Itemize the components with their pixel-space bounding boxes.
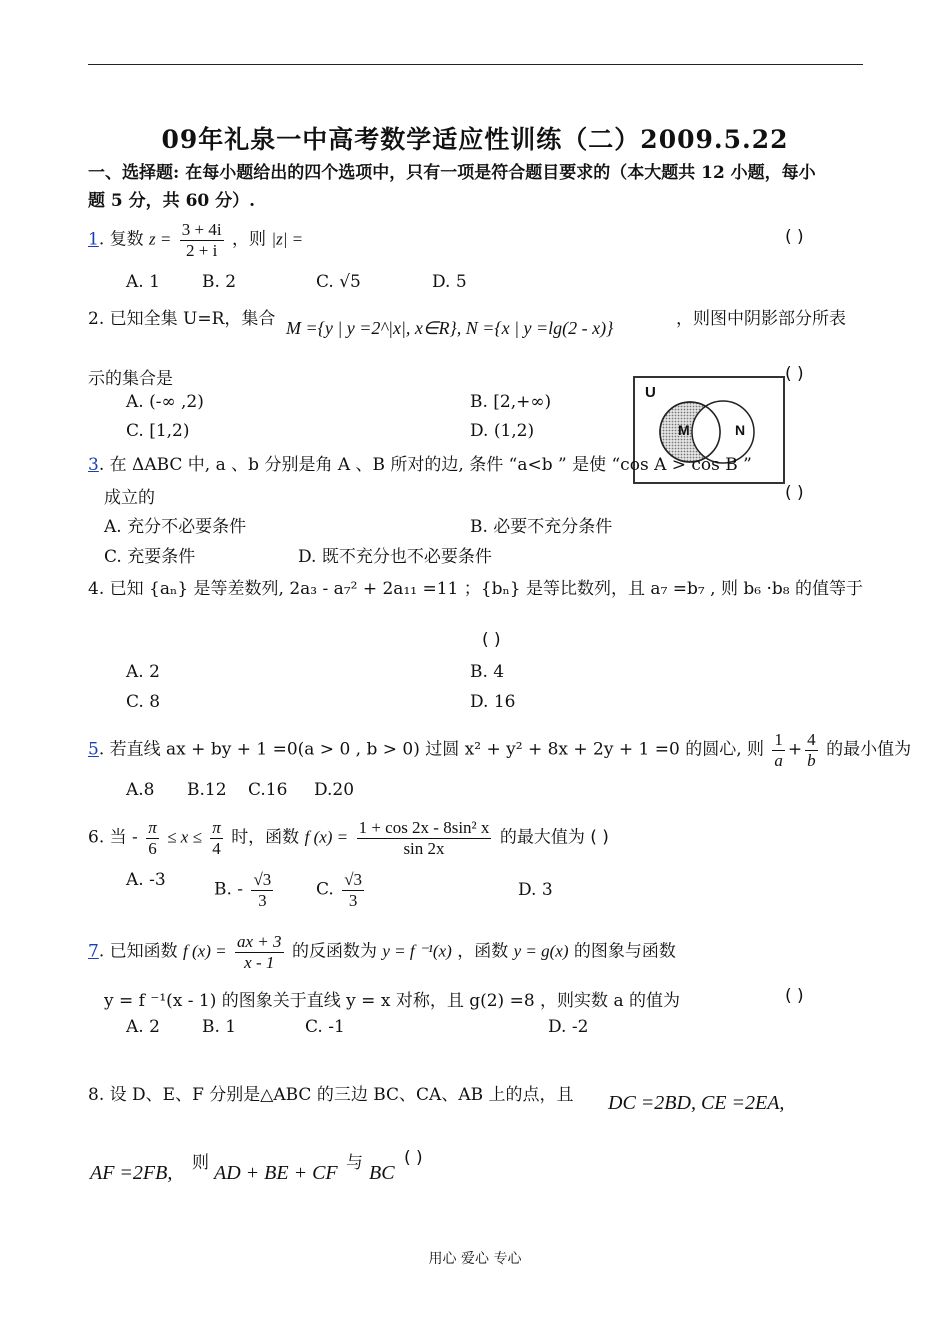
question-5-number[interactable]: 5: [88, 739, 99, 760]
q8-with: 与: [346, 1153, 363, 1173]
q2-option-d: D. (1,2): [470, 421, 535, 441]
q6-pi-over-6: $\frac{\pi}{6}$: [148, 818, 157, 858]
q4-option-a: A. 2: [126, 662, 160, 682]
q7-option-c: C. -1: [305, 1017, 345, 1037]
q1-option-c: C. √5: [316, 272, 361, 292]
page-footer: 用心 爱心 专心: [428, 1251, 522, 1267]
q4-option-b: B. 4: [470, 662, 505, 682]
q4-option-d: D. 16: [470, 692, 516, 712]
q6-option-c: C. $\frac{√3}{3}$: [316, 870, 363, 910]
q3-text-2: 成立的: [104, 488, 155, 508]
q4-answer-paren: ( ): [482, 630, 501, 650]
q2-answer-paren: ( ): [785, 364, 804, 384]
q7-line-2: y = f ⁻¹(x - 1) 的图象关于直线 y = x 对称，且 g(2) =8 ，则实数 a 的值为: [104, 991, 680, 1011]
q1-fraction: $\frac{3 + 4i}{2 + i}$: [181, 220, 222, 260]
q5-fraction-1: $\frac{1}{a}$: [774, 730, 783, 770]
question-7-number[interactable]: 7: [88, 941, 99, 962]
venn-u-label: U: [645, 384, 656, 401]
q8-then: 则: [192, 1153, 209, 1173]
section-heading-line1: 一、选择题: 在每小题给出的四个选项中，只有一项是符合题目要求的（本大题共 12 小题，每小: [88, 163, 816, 183]
q6-option-a: A. -3: [126, 870, 166, 890]
q2-text-2: ，则图中阴影部分所表: [676, 309, 846, 329]
q5-option-a: A.8: [126, 780, 155, 800]
q2-text-3: 示的集合是: [88, 369, 173, 389]
q1-option-d: D. 5: [432, 272, 467, 292]
q4-option-c: C. 8: [126, 692, 161, 712]
q1-option-a: A. 1: [126, 272, 160, 292]
q6-fraction: $\frac{\text{1 + cos 2x - 8sin² x}}{\sin 2x}$: [358, 818, 490, 858]
q8-answer-paren: ( ): [404, 1148, 423, 1168]
q8-condition-2: AF =2FB,: [90, 1162, 173, 1184]
page-title: 09年礼泉一中高考数学适应性训练（二）2009.5.22: [161, 125, 789, 154]
q7-fraction: $\frac{ax + 3}{x - 1}$: [237, 932, 282, 972]
q4-text: 4. 已知 {aₙ} 是等差数列, 2a₃ - a₇² + 2a₁₁ =11 ；{bₙ} 是等比数列，且 a₇ =b₇ , 则 b₆ ·b₈ 的值等于: [88, 579, 863, 599]
q6-option-b: B. - $\frac{√3}{3}$: [214, 870, 272, 910]
q6-option-d: D. 3: [518, 880, 553, 900]
q5-option-b: B.12: [187, 780, 227, 800]
question-5: 5. 若直线 ax + by + 1 =0(a > 0 , b > 0) 过圆 x² + y² + 8x + 2y + 1 =0 的圆心, 则 $\frac{1}{a}$ + $\frac{4}{b}$ 的最小值为: [88, 730, 912, 770]
q3-option-c: C. 充要条件: [104, 547, 196, 567]
header-rule: [88, 64, 863, 65]
question-3-number[interactable]: 3: [88, 455, 99, 475]
q7-option-b: B. 1: [202, 1017, 237, 1037]
q3-option-b: B. 必要不充分条件: [470, 517, 613, 537]
q5-option-d: D.20: [314, 780, 355, 800]
q5-fraction-2: $\frac{4}{b}$: [807, 730, 816, 770]
q3-option-a: A. 充分不必要条件: [104, 517, 247, 537]
q7-option-a: A. 2: [126, 1017, 160, 1037]
section-heading-line2: 题 5 分，共 60 分）.: [88, 191, 256, 211]
q2-text-1: 2. 已知全集 U=R，集合: [88, 309, 276, 329]
question-3: 3. 在 ΔABC 中, a 、b 分别是角 A 、B 所对的边, 条件 “a<b ” 是使 “cos A > cos B ”: [88, 455, 752, 475]
q7-answer-paren: ( ): [785, 986, 804, 1006]
venn-n-label: N: [735, 422, 746, 438]
q6-pi-over-4: $\frac{\pi}{4}$: [212, 818, 221, 858]
q3-option-d: D. 既不充分也不必要条件: [298, 547, 492, 567]
question-7: 7. 已知函数 f (x) = $\frac{ax + 3}{x - 1}$ 的反函数为 y = f ⁻¹(x) ，函数 y = g(x) 的图象与函数: [88, 932, 676, 972]
q8-vector-sum: AD + BE + CF: [214, 1162, 338, 1184]
q2-option-b: B. [2,+∞): [470, 392, 552, 412]
q3-answer-paren: ( ): [785, 483, 804, 503]
q8-vector-bc: BC: [369, 1162, 395, 1184]
q2-option-a: A. (-∞ ,2): [126, 392, 204, 412]
q2-option-c: C. [1,2): [126, 421, 190, 441]
q1-option-b: B. 2: [202, 272, 237, 292]
q2-sets: M ={y | y =2^|x|, x∈R}, N ={x | y =lg(2 - x)}: [286, 318, 614, 338]
question-6: 6. 当 - $\frac{\pi}{6}$ ≤ x ≤ $\frac{\pi}{4}$ 时，函数 f (x) = $\frac{\text{1 + cos 2x - 8sin² x}}{\sin 2x}$ 的最大值为 ( ): [88, 818, 609, 858]
q1-answer-paren: ( ): [785, 227, 804, 247]
question-1: 1. 复数 z = $\frac{3 + 4i}{2 + i}$ ，则 |z| =: [88, 220, 304, 260]
question-1-number[interactable]: 1: [88, 229, 99, 250]
q5-option-c: C.16: [248, 780, 288, 800]
q8-condition-1: DC =2BD, CE =2EA,: [608, 1092, 785, 1114]
q7-option-d: D. -2: [548, 1017, 589, 1037]
q8-line-1: 8. 设 D、E、F 分别是△ABC 的三边 BC、CA、AB 上的点，且: [88, 1085, 574, 1105]
venn-m-label: M: [678, 422, 690, 438]
